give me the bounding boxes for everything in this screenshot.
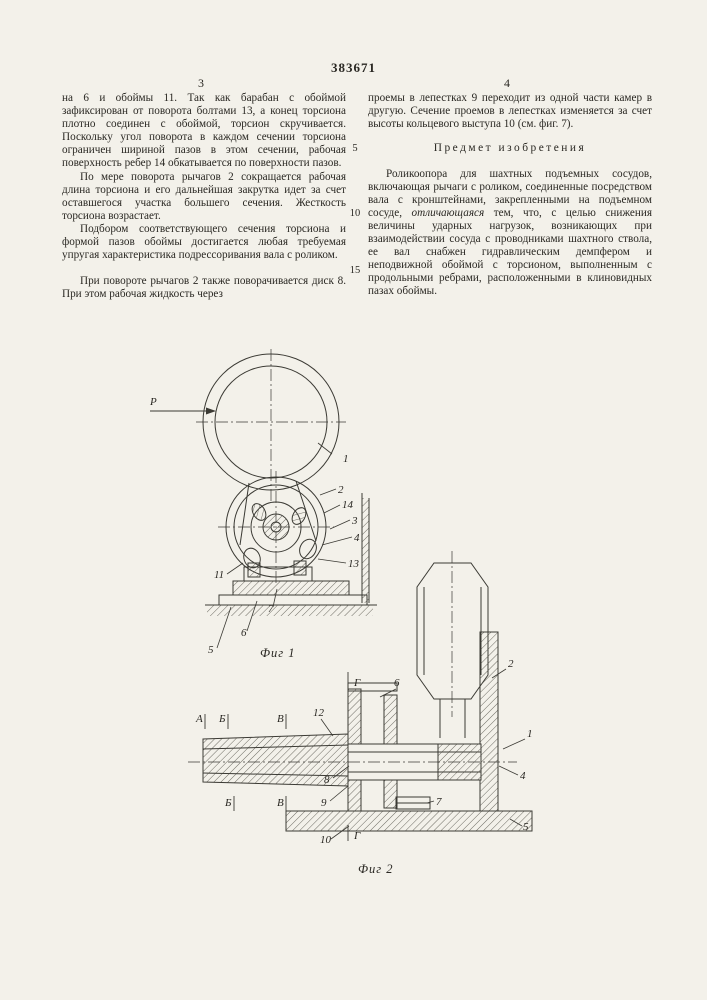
fig2-label-b-top: Б — [219, 713, 226, 725]
fig1-leader-lines — [217, 443, 352, 648]
column-number-left: 3 — [198, 76, 204, 90]
side-wall — [362, 493, 369, 603]
fig1-label-6: 6 — [241, 627, 247, 639]
left-column — [62, 92, 346, 301]
fig2-label-9: 9 — [321, 797, 327, 809]
fig2-label-10: 10 — [320, 834, 331, 846]
fig1-label-4: 4 — [354, 532, 360, 544]
claim-text-after: тем, что, с целью снижения величины ударных нагрузок, возникающих при взаимодействии сосуда с проводниками шахтного ствола, ее вал снабжен гидравлическим демпфером и неподвижной обоймой с торсионом, выполненным с продольными ребрами, расположенными в клиновидных пазах обоймы. — [368, 206, 652, 298]
fig2-label-g-bottom: Г — [354, 830, 361, 842]
fig1-label-13: 13 — [348, 558, 359, 570]
clamp-bracket — [244, 561, 312, 581]
right-column — [368, 92, 652, 301]
fig1-label-3: 3 — [352, 515, 358, 527]
left-paragraph-3: Подбором соответствующего сечения торсиона и формой пазов обоймы достигается любая требуемая упругая характеристика подрессоривания вала с роликом. — [62, 222, 346, 262]
fig2-label-a: А — [196, 713, 203, 725]
text-columns — [62, 92, 652, 301]
vessel-wall-plate — [286, 811, 532, 831]
patent-number: 383671 — [331, 60, 376, 75]
fig1-label-14: 14 — [342, 499, 353, 511]
fig1-label-5: 5 — [208, 644, 214, 656]
pedestal-base — [205, 581, 377, 616]
claims-heading: Предмет изобретения — [433, 142, 587, 155]
fig1-caption: Фиг 1 — [260, 646, 296, 660]
left-paragraph-1: на 6 и обоймы 11. Так как барабан с обоймой зафиксирован от поворота болтами 13, а конец торсиона плотно соединен с обоймой, торсион скручивается. Поскольку угол поворота в каждом сечении торсиона ограничен шириной пазов в этом сечении, рабочая поверхность ребер 14 обкатывается по поверхности пазов. — [62, 92, 346, 170]
left-paragraph-2: По мере поворота рычагов 2 сокращается рабочая длина торсиона и его дальнейшая закрутка идет за счет оставшегося участка большего сечения. Жесткость торсиона возрастает. — [62, 170, 346, 222]
fig2-label-2: 2 — [508, 658, 514, 670]
fig1-label-1: 1 — [343, 453, 349, 465]
fig2-label-v-bottom: В — [277, 797, 284, 809]
left-paragraph-4: При повороте рычагов 2 также поворачивается диск 8. При этом рабочая жидкость через — [62, 275, 346, 301]
fig2-label-v-top: В — [277, 713, 284, 725]
claim-paragraph — [368, 168, 652, 299]
fig2-label-6: 6 — [394, 677, 400, 689]
gutter-line-number-15: 15 — [349, 265, 361, 276]
fig2-label-5: 5 — [523, 821, 529, 833]
force-arrow — [150, 408, 216, 415]
mount-bracket — [480, 632, 498, 811]
column-number-right: 4 — [504, 76, 510, 90]
fig2-label-1: 1 — [527, 728, 533, 740]
claim-text-before: Роликоопора для шахтных подъемных сосудов, включающая рычаги с роликом, соединенные посредством вала с кронштейнами, закрепленными на подъемном сосуде, — [368, 167, 652, 219]
gutter-line-number-10: 10 — [349, 208, 361, 219]
fig2-label-7: 7 — [436, 796, 442, 808]
roller-barrel — [417, 551, 488, 738]
roller-circle — [196, 349, 346, 503]
fig1-label-p: Р — [150, 396, 157, 408]
fig2-label-12: 12 — [313, 707, 324, 719]
claim-text-italic: отличающаяся — [411, 206, 485, 219]
patent-figures — [0, 345, 707, 890]
fig2-label-b-bottom: Б — [225, 797, 232, 809]
right-paragraph-1: проемы в лепестках 9 переходит из одной части камер в другую. Сечение проемов в лепестках изменяется за счет высоты кольцевого выступа 10 (см. фиг. 7). — [368, 92, 652, 131]
fig1-label-11: 11 — [214, 569, 225, 581]
fig1-label-2: 2 — [338, 484, 344, 496]
fig2-label-4: 4 — [520, 770, 526, 782]
fig2-label-g-top: Г — [354, 677, 361, 689]
fig2-label-8: 8 — [324, 774, 330, 786]
gutter-line-number-5: 5 — [352, 143, 358, 154]
fig1-label-7: 7 — [268, 603, 274, 615]
fig2-caption: Фиг 2 — [358, 862, 394, 876]
